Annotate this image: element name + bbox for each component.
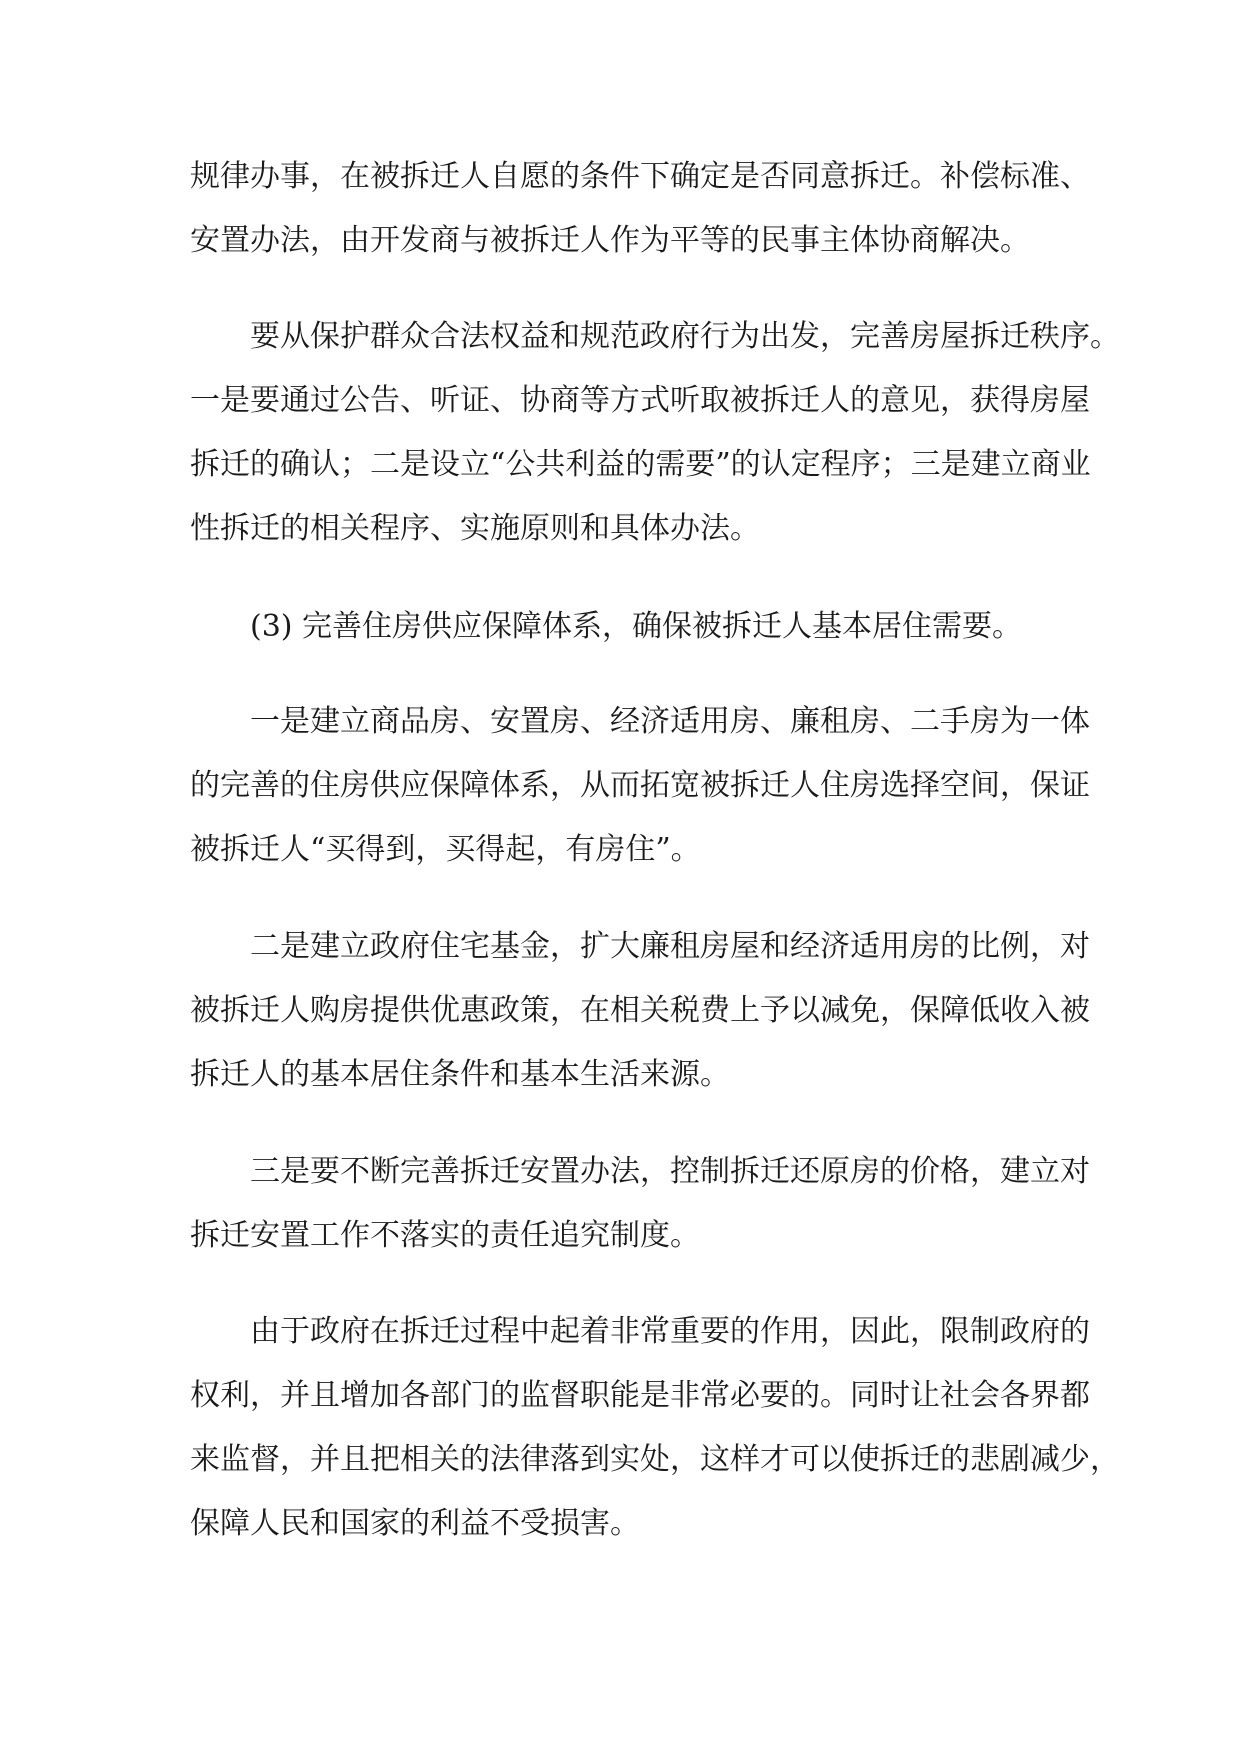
text-line: 性拆迁的相关程序、实施原则和具体办法。 [190,511,760,546]
paragraph-2 [190,305,1120,561]
text-line: 被拆迁人“买得到，买得起，有房住”。 [190,832,701,867]
text-line: 拆迁的确认；二是设立“公共利益的需要”的认定程序；三是建立商业 [190,447,1091,482]
text-line: 规律办事，在被拆迁人自愿的条件下确定是否同意拆迁。补偿标准、 [190,159,1090,194]
paragraph-6 [190,1140,1090,1268]
text-line: 安置办法，由开发商与被拆迁人作为平等的民事主体协商解决。 [190,223,1030,258]
text-line: 被拆迁人购房提供优惠政策，在相关税费上予以减免，保障低收入被 [190,993,1090,1028]
text-line: 由于政府在拆迁过程中起着非常重要的作用，因此，限制政府的 [250,1314,1090,1349]
paragraph-1 [190,145,1090,273]
paragraph-7 [190,1300,1120,1556]
text-line: 一是建立商品房、安置房、经济适用房、廉租房、二手房为一体 [250,704,1090,739]
text-line: 权利，并且增加各部门的监督职能是非常必要的。同时让社会各界都 [190,1378,1090,1413]
text-line: 要从保护群众合法权益和规范政府行为出发，完善房屋拆迁秩序。 [250,319,1120,354]
text-line: 的完善的住房供应保障体系，从而拓宽被拆迁人住房选择空间，保证 [190,768,1090,803]
text-line: (3) 完善住房供应保障体系，确保被拆迁人基本居住需要。 [250,609,1023,644]
paragraph-5 [190,915,1090,1107]
text-line: 三是要不断完善拆迁安置办法，控制拆迁还原房的价格，建立对 [250,1154,1090,1189]
text-line: 来监督，并且把相关的法律落到实处，这样才可以使拆迁的悲剧减少， [190,1442,1120,1477]
text-line: 拆迁安置工作不落实的责任追究制度。 [190,1218,700,1253]
text-line: 拆迁人的基本居住条件和基本生活来源。 [190,1057,730,1092]
paragraph-3-heading [190,595,1055,659]
text-line: 一是要通过公告、听证、协商等方式听取被拆迁人的意见，获得房屋 [190,383,1090,418]
text-line: 二是建立政府住宅基金，扩大廉租房屋和经济适用房的比例，对 [250,929,1090,964]
text-line: 保障人民和国家的利益不受损害。 [190,1506,640,1541]
paragraph-4 [190,690,1090,882]
